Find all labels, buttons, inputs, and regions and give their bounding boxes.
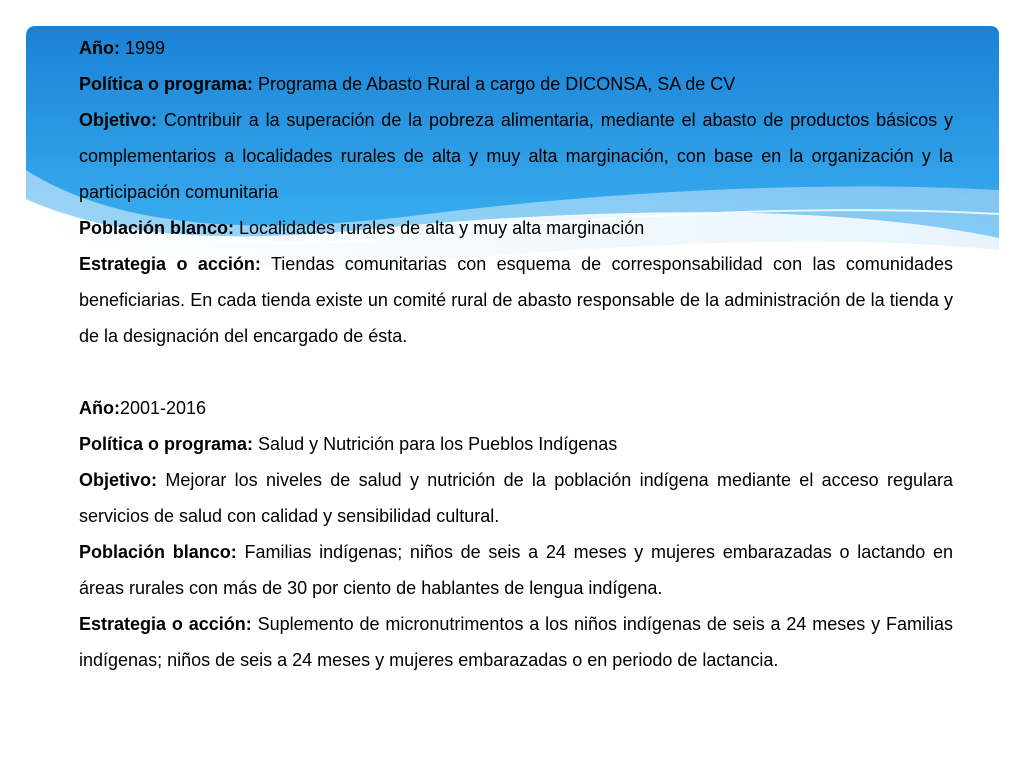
program-2-strategy: Estrategia o acción: Suplemento de micronutrimentos a los niños indígenas de seis a 24 meses y Familias indígenas; niños de seis a 24 meses y mujeres embarazadas o en periodo de lactancia. — [79, 614, 954, 670]
program-1-objective: Objetivo: Contribuir a la superación de la pobreza alimentaria, mediante el abasto de productos básicos y complementarios a localidades rurales de alta y muy alta marginación, con base en la organización y la participación comunitaria — [79, 110, 953, 202]
program-1-population: Población blanco: Localidades rurales de alta y muy alta marginación — [79, 218, 645, 238]
slide-content — [79, 30, 953, 678]
program-2-policy: Política o programa: Salud y Nutrición para los Pueblos Indígenas — [79, 434, 618, 454]
section-spacer — [79, 354, 953, 390]
program-2-objective: Objetivo: Mejorar los niveles de salud y nutrición de la población indígena mediante el acceso regulara servicios de salud con calidad y sensibilidad cultural. — [79, 470, 953, 526]
program-1-strategy: Estrategia o acción: Tiendas comunitarias con esquema de corresponsabilidad con las comunidades beneficiarias. En cada tienda existe un comité rural de abasto responsable de la administración de la tienda y de la designación del encargado de ésta. — [79, 254, 953, 346]
program-1-policy: Política o programa: Programa de Abasto Rural a cargo de DICONSA, SA de CV — [79, 74, 736, 94]
program-2-population: Población blanco: Familias indígenas; niños de seis a 24 meses y mujeres embarazadas o lactando en áreas rurales con más de 30 por ciento de hablantes de lengua indígena. — [79, 542, 954, 598]
program-1-year: Año: 1999 — [79, 38, 166, 58]
program-2-year: Año:2001-2016 — [79, 398, 207, 418]
